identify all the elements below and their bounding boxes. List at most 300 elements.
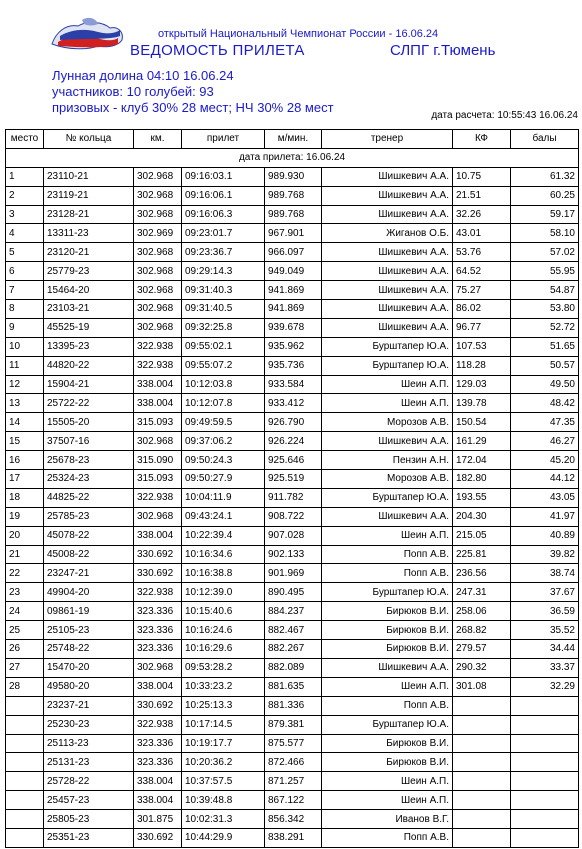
cell-points: 36.59 xyxy=(511,602,579,621)
cell-trainer: Шишкевич А.А. xyxy=(322,507,453,526)
cell-distance: 323.336 xyxy=(134,621,182,640)
table-row xyxy=(6,318,579,337)
cell-distance: 330.692 xyxy=(134,828,182,847)
cell-speed: 989.768 xyxy=(265,186,322,205)
cell-ring-number: 13395-23 xyxy=(44,337,134,356)
cell-points xyxy=(511,715,579,734)
cell-points: 43.05 xyxy=(511,488,579,507)
cell-kf: 53.76 xyxy=(453,243,511,262)
cell-points xyxy=(511,696,579,715)
cell-speed: 871.257 xyxy=(265,772,322,791)
cell-speed: 872.466 xyxy=(265,753,322,772)
cell-trainer: Шишкевич А.А. xyxy=(322,205,453,224)
cell-arrival-time: 10:02:31.3 xyxy=(182,810,265,829)
cell-distance: 338.004 xyxy=(134,772,182,791)
table-row xyxy=(6,375,579,394)
cell-kf xyxy=(453,828,511,847)
cell-ring-number: 25748-22 xyxy=(44,640,134,659)
cell-ring-number: 23110-21 xyxy=(44,167,134,186)
cell-trainer: Шеин А.П. xyxy=(322,526,453,545)
cell-ring-number: 23119-21 xyxy=(44,186,134,205)
cell-points: 54.87 xyxy=(511,281,579,300)
cell-speed: 925.646 xyxy=(265,451,322,470)
cell-ring-number: 44825-22 xyxy=(44,488,134,507)
cell-points: 37.67 xyxy=(511,583,579,602)
table-row xyxy=(6,696,579,715)
cell-trainer: Шишкевич А.А. xyxy=(322,186,453,205)
table-row xyxy=(6,262,579,281)
cell-trainer: Шишкевич А.А. xyxy=(322,281,453,300)
cell-ring-number: 45078-22 xyxy=(44,526,134,545)
cell-trainer: Шеин А.П. xyxy=(322,791,453,810)
cell-kf: 215.05 xyxy=(453,526,511,545)
table-row xyxy=(6,413,579,432)
table-row xyxy=(6,470,579,489)
cell-speed: 907.028 xyxy=(265,526,322,545)
cell-distance: 315.090 xyxy=(134,451,182,470)
cell-ring-number: 23103-21 xyxy=(44,300,134,319)
cell-distance: 322.938 xyxy=(134,715,182,734)
cell-arrival-time: 10:39:48.8 xyxy=(182,791,265,810)
cell-kf: 75.27 xyxy=(453,281,511,300)
cell-kf: 193.55 xyxy=(453,488,511,507)
cell-distance: 315.093 xyxy=(134,413,182,432)
cell-speed: 933.412 xyxy=(265,394,322,413)
column-header-kf: КФ xyxy=(453,130,511,149)
cell-ring-number: 25722-22 xyxy=(44,394,134,413)
cell-place: 17 xyxy=(6,470,44,489)
cell-ring-number: 49580-20 xyxy=(44,677,134,696)
cell-kf: 172.04 xyxy=(453,451,511,470)
cell-trainer: Шеин А.П. xyxy=(322,677,453,696)
cell-trainer: Шишкевич А.А. xyxy=(322,318,453,337)
prizes-info: призовых - клуб 30% 28 мест; НЧ 30% 28 мест xyxy=(52,100,334,115)
cell-points xyxy=(511,791,579,810)
cell-place: 23 xyxy=(6,583,44,602)
cell-place: 15 xyxy=(6,432,44,451)
cell-arrival-time: 09:16:06.3 xyxy=(182,205,265,224)
calculation-date: дата расчета: 10:55:43 16.06.24 xyxy=(431,110,578,121)
cell-arrival-time: 09:16:03.1 xyxy=(182,167,265,186)
column-header-arrival: прилет xyxy=(182,130,265,149)
cell-arrival-time: 09:23:36.7 xyxy=(182,243,265,262)
cell-points: 49.50 xyxy=(511,375,579,394)
table-row xyxy=(6,224,579,243)
cell-speed: 941.869 xyxy=(265,300,322,319)
cell-speed: 902.133 xyxy=(265,545,322,564)
table-row xyxy=(6,753,579,772)
cell-ring-number: 25105-23 xyxy=(44,621,134,640)
cell-kf: 96.77 xyxy=(453,318,511,337)
cell-ring-number: 23120-21 xyxy=(44,243,134,262)
cell-arrival-time: 10:16:38.8 xyxy=(182,564,265,583)
cell-trainer: Бурштапер Ю.А. xyxy=(322,583,453,602)
cell-distance: 323.336 xyxy=(134,734,182,753)
table-row xyxy=(6,677,579,696)
cell-arrival-time: 09:53:28.2 xyxy=(182,658,265,677)
cell-place: 9 xyxy=(6,318,44,337)
cell-distance: 322.938 xyxy=(134,337,182,356)
cell-arrival-time: 09:31:40.5 xyxy=(182,300,265,319)
cell-place: 1 xyxy=(6,167,44,186)
cell-trainer: Шишкевич А.А. xyxy=(322,300,453,319)
table-row xyxy=(6,451,579,470)
cell-kf: 236.56 xyxy=(453,564,511,583)
table-row xyxy=(6,564,579,583)
cell-arrival-time: 10:22:39.4 xyxy=(182,526,265,545)
cell-ring-number: 25805-23 xyxy=(44,810,134,829)
cell-ring-number: 23237-21 xyxy=(44,696,134,715)
cell-speed: 926.224 xyxy=(265,432,322,451)
column-header-points: балы xyxy=(511,130,579,149)
table-row xyxy=(6,583,579,602)
cell-trainer: Бурштапер Ю.А. xyxy=(322,356,453,375)
cell-kf xyxy=(453,696,511,715)
cell-trainer: Бирюков В.И. xyxy=(322,640,453,659)
cell-kf: 139.78 xyxy=(453,394,511,413)
cell-arrival-time: 10:12:39.0 xyxy=(182,583,265,602)
cell-trainer: Бурштапер Ю.А. xyxy=(322,488,453,507)
cell-kf: 225.81 xyxy=(453,545,511,564)
cell-arrival-time: 09:37:06.2 xyxy=(182,432,265,451)
column-header-place: место xyxy=(6,130,44,149)
cell-distance: 302.968 xyxy=(134,186,182,205)
cell-distance: 302.968 xyxy=(134,658,182,677)
table-row xyxy=(6,281,579,300)
cell-arrival-time: 10:44:29.9 xyxy=(182,828,265,847)
cell-points: 44.12 xyxy=(511,470,579,489)
cell-distance: 322.938 xyxy=(134,583,182,602)
cell-speed: 884.237 xyxy=(265,602,322,621)
cell-ring-number: 13311-23 xyxy=(44,224,134,243)
cell-kf: 118.28 xyxy=(453,356,511,375)
cell-ring-number: 25457-23 xyxy=(44,791,134,810)
cell-speed: 875.577 xyxy=(265,734,322,753)
cell-place: 3 xyxy=(6,205,44,224)
table-row xyxy=(6,186,579,205)
cell-kf: 43.01 xyxy=(453,224,511,243)
cell-distance: 302.968 xyxy=(134,432,182,451)
cell-place xyxy=(6,810,44,829)
cell-trainer: Попп А.В. xyxy=(322,564,453,583)
cell-speed: 989.768 xyxy=(265,205,322,224)
cell-ring-number: 44820-22 xyxy=(44,356,134,375)
table-row xyxy=(6,734,579,753)
cell-trainer: Шеин А.П. xyxy=(322,772,453,791)
page-title: ВЕДОМОСТЬ ПРИЛЕТА xyxy=(130,42,305,59)
cell-arrival-time: 09:23:01.7 xyxy=(182,224,265,243)
cell-ring-number: 15904-21 xyxy=(44,375,134,394)
cell-trainer: Морозов А.В. xyxy=(322,470,453,489)
cell-speed: 926.790 xyxy=(265,413,322,432)
cell-kf: 150.54 xyxy=(453,413,511,432)
cell-speed: 882.467 xyxy=(265,621,322,640)
cell-place: 24 xyxy=(6,602,44,621)
cell-distance: 302.968 xyxy=(134,318,182,337)
cell-points: 58.10 xyxy=(511,224,579,243)
cell-ring-number: 25785-23 xyxy=(44,507,134,526)
cell-kf: 86.02 xyxy=(453,300,511,319)
cell-points: 45.20 xyxy=(511,451,579,470)
union-logo-icon xyxy=(48,14,128,54)
cell-distance: 302.969 xyxy=(134,224,182,243)
cell-trainer: Жиганов О.Б. xyxy=(322,224,453,243)
table-row xyxy=(6,488,579,507)
table-header-row xyxy=(6,130,579,149)
cell-distance: 302.968 xyxy=(134,300,182,319)
cell-speed: 901.969 xyxy=(265,564,322,583)
cell-points: 55.95 xyxy=(511,262,579,281)
cell-place: 28 xyxy=(6,677,44,696)
table-row xyxy=(6,243,579,262)
cell-ring-number: 25678-23 xyxy=(44,451,134,470)
cell-speed: 935.736 xyxy=(265,356,322,375)
participants-info: участников: 10 голубей: 93 xyxy=(52,84,214,99)
cell-distance: 330.692 xyxy=(134,545,182,564)
cell-place: 11 xyxy=(6,356,44,375)
arrival-table xyxy=(5,129,579,848)
cell-place: 6 xyxy=(6,262,44,281)
cell-ring-number: 25230-23 xyxy=(44,715,134,734)
cell-arrival-time: 09:32:25.8 xyxy=(182,318,265,337)
cell-arrival-time: 09:55:02.1 xyxy=(182,337,265,356)
cell-place: 21 xyxy=(6,545,44,564)
cell-ring-number: 45525-19 xyxy=(44,318,134,337)
cell-arrival-time: 10:17:14.5 xyxy=(182,715,265,734)
cell-place: 19 xyxy=(6,507,44,526)
column-header-ring: № кольца xyxy=(44,130,134,149)
cell-place xyxy=(6,715,44,734)
cell-arrival-time: 09:16:06.1 xyxy=(182,186,265,205)
column-header-trainer: тренер xyxy=(322,130,453,149)
cell-kf: 32.26 xyxy=(453,205,511,224)
cell-place: 8 xyxy=(6,300,44,319)
cell-place: 4 xyxy=(6,224,44,243)
cell-place: 5 xyxy=(6,243,44,262)
cell-distance: 338.004 xyxy=(134,677,182,696)
cell-points: 35.52 xyxy=(511,621,579,640)
cell-points: 48.42 xyxy=(511,394,579,413)
cell-distance: 322.938 xyxy=(134,356,182,375)
cell-trainer: Шеин А.П. xyxy=(322,394,453,413)
cell-speed: 908.722 xyxy=(265,507,322,526)
cell-trainer: Шишкевич А.А. xyxy=(322,432,453,451)
cell-speed: 881.635 xyxy=(265,677,322,696)
cell-place: 10 xyxy=(6,337,44,356)
cell-trainer: Шишкевич А.А. xyxy=(322,243,453,262)
cell-place: 16 xyxy=(6,451,44,470)
cell-ring-number: 49904-20 xyxy=(44,583,134,602)
table-row xyxy=(6,621,579,640)
cell-kf: 301.08 xyxy=(453,677,511,696)
cell-points: 57.02 xyxy=(511,243,579,262)
table-row xyxy=(6,507,579,526)
cell-distance: 338.004 xyxy=(134,791,182,810)
table-row xyxy=(6,715,579,734)
cell-kf: 279.57 xyxy=(453,640,511,659)
cell-points: 60.25 xyxy=(511,186,579,205)
column-header-km: км. xyxy=(134,130,182,149)
cell-ring-number: 15505-20 xyxy=(44,413,134,432)
cell-speed: 911.782 xyxy=(265,488,322,507)
cell-points: 33.37 xyxy=(511,658,579,677)
arrival-date: дата прилета: 16.06.24 xyxy=(6,148,579,167)
cell-ring-number: 25728-22 xyxy=(44,772,134,791)
cell-points: 39.82 xyxy=(511,545,579,564)
cell-place: 2 xyxy=(6,186,44,205)
cell-kf: 247.31 xyxy=(453,583,511,602)
cell-distance: 322.938 xyxy=(134,488,182,507)
cell-trainer: Бирюков В.И. xyxy=(322,734,453,753)
table-row xyxy=(6,602,579,621)
cell-speed: 966.097 xyxy=(265,243,322,262)
table-row xyxy=(6,810,579,829)
cell-speed: 989.930 xyxy=(265,167,322,186)
cell-place xyxy=(6,828,44,847)
table-row xyxy=(6,432,579,451)
cell-distance: 330.692 xyxy=(134,696,182,715)
cell-points xyxy=(511,810,579,829)
release-info: Лунная долина 04:10 16.06.24 xyxy=(52,68,234,83)
cell-arrival-time: 10:19:17.7 xyxy=(182,734,265,753)
cell-kf xyxy=(453,810,511,829)
cell-kf xyxy=(453,772,511,791)
cell-trainer: Бирюков В.И. xyxy=(322,602,453,621)
cell-speed: 879.381 xyxy=(265,715,322,734)
cell-ring-number: 45008-22 xyxy=(44,545,134,564)
cell-kf: 64.52 xyxy=(453,262,511,281)
cell-distance: 302.968 xyxy=(134,281,182,300)
cell-distance: 338.004 xyxy=(134,526,182,545)
table-row xyxy=(6,167,579,186)
cell-points: 50.57 xyxy=(511,356,579,375)
arrival-date-row xyxy=(6,148,579,167)
cell-distance: 302.968 xyxy=(134,167,182,186)
cell-trainer: Пензин А.Н. xyxy=(322,451,453,470)
cell-points: 41.97 xyxy=(511,507,579,526)
cell-distance: 330.692 xyxy=(134,564,182,583)
cell-place: 7 xyxy=(6,281,44,300)
cell-ring-number: 37507-16 xyxy=(44,432,134,451)
cell-ring-number: 25351-23 xyxy=(44,828,134,847)
cell-kf: 129.03 xyxy=(453,375,511,394)
column-header-speed: м/мин. xyxy=(265,130,322,149)
table-row xyxy=(6,205,579,224)
championship-title: открытый Национальный Чемпионат России - 16.06.24 xyxy=(158,28,439,40)
cell-distance: 302.968 xyxy=(134,507,182,526)
cell-arrival-time: 10:20:36.2 xyxy=(182,753,265,772)
cell-trainer: Бурштапер Ю.А. xyxy=(322,337,453,356)
cell-kf xyxy=(453,791,511,810)
cell-speed: 856.342 xyxy=(265,810,322,829)
table-row xyxy=(6,772,579,791)
cell-speed: 867.122 xyxy=(265,791,322,810)
cell-place xyxy=(6,772,44,791)
cell-place: 22 xyxy=(6,564,44,583)
cell-points: 51.65 xyxy=(511,337,579,356)
cell-speed: 939.678 xyxy=(265,318,322,337)
cell-distance: 315.093 xyxy=(134,470,182,489)
cell-distance: 302.968 xyxy=(134,262,182,281)
cell-place: 20 xyxy=(6,526,44,545)
table-row xyxy=(6,658,579,677)
cell-arrival-time: 10:25:13.3 xyxy=(182,696,265,715)
cell-kf: 268.82 xyxy=(453,621,511,640)
cell-place: 18 xyxy=(6,488,44,507)
table-row xyxy=(6,394,579,413)
cell-kf: 10.75 xyxy=(453,167,511,186)
cell-distance: 323.336 xyxy=(134,640,182,659)
cell-kf xyxy=(453,734,511,753)
cell-place: 26 xyxy=(6,640,44,659)
cell-kf: 107.53 xyxy=(453,337,511,356)
cell-speed: 882.267 xyxy=(265,640,322,659)
cell-distance: 338.004 xyxy=(134,394,182,413)
cell-arrival-time: 09:50:27.9 xyxy=(182,470,265,489)
cell-speed: 890.495 xyxy=(265,583,322,602)
cell-points: 38.74 xyxy=(511,564,579,583)
cell-arrival-time: 10:12:03.8 xyxy=(182,375,265,394)
cell-points: 40.89 xyxy=(511,526,579,545)
table-row xyxy=(6,300,579,319)
cell-arrival-time: 09:55:07.2 xyxy=(182,356,265,375)
cell-points: 34.44 xyxy=(511,640,579,659)
cell-ring-number: 23247-21 xyxy=(44,564,134,583)
cell-points: 32.29 xyxy=(511,677,579,696)
cell-trainer: Попп А.В. xyxy=(322,696,453,715)
cell-speed: 933.584 xyxy=(265,375,322,394)
club-name: СЛПГ г.Тюмень xyxy=(390,42,496,59)
cell-speed: 882.089 xyxy=(265,658,322,677)
cell-trainer: Бирюков В.И. xyxy=(322,621,453,640)
table-row xyxy=(6,337,579,356)
table-row xyxy=(6,640,579,659)
cell-arrival-time: 10:04:11.9 xyxy=(182,488,265,507)
cell-arrival-time: 10:16:24.6 xyxy=(182,621,265,640)
cell-speed: 941.869 xyxy=(265,281,322,300)
cell-kf: 161.29 xyxy=(453,432,511,451)
cell-ring-number: 25113-23 xyxy=(44,734,134,753)
cell-arrival-time: 10:12:07.8 xyxy=(182,394,265,413)
cell-speed: 838.291 xyxy=(265,828,322,847)
cell-ring-number: 15464-20 xyxy=(44,281,134,300)
cell-ring-number: 25779-23 xyxy=(44,262,134,281)
cell-trainer: Шеин А.П. xyxy=(322,375,453,394)
table-row xyxy=(6,828,579,847)
cell-place: 27 xyxy=(6,658,44,677)
cell-trainer: Бирюков В.И. xyxy=(322,753,453,772)
cell-place: 12 xyxy=(6,375,44,394)
cell-place: 25 xyxy=(6,621,44,640)
cell-points: 59.17 xyxy=(511,205,579,224)
cell-ring-number: 25131-23 xyxy=(44,753,134,772)
cell-kf xyxy=(453,753,511,772)
cell-trainer: Шишкевич А.А. xyxy=(322,167,453,186)
table-row xyxy=(6,526,579,545)
cell-distance: 302.968 xyxy=(134,205,182,224)
cell-kf: 290.32 xyxy=(453,658,511,677)
cell-ring-number: 09861-19 xyxy=(44,602,134,621)
cell-speed: 925.519 xyxy=(265,470,322,489)
cell-points xyxy=(511,753,579,772)
cell-trainer: Морозов А.В. xyxy=(322,413,453,432)
cell-trainer: Иванов В.Г. xyxy=(322,810,453,829)
cell-points: 52.72 xyxy=(511,318,579,337)
cell-distance: 302.968 xyxy=(134,243,182,262)
cell-trainer: Шишкевич А.А. xyxy=(322,658,453,677)
cell-speed: 881.336 xyxy=(265,696,322,715)
cell-points: 46.27 xyxy=(511,432,579,451)
